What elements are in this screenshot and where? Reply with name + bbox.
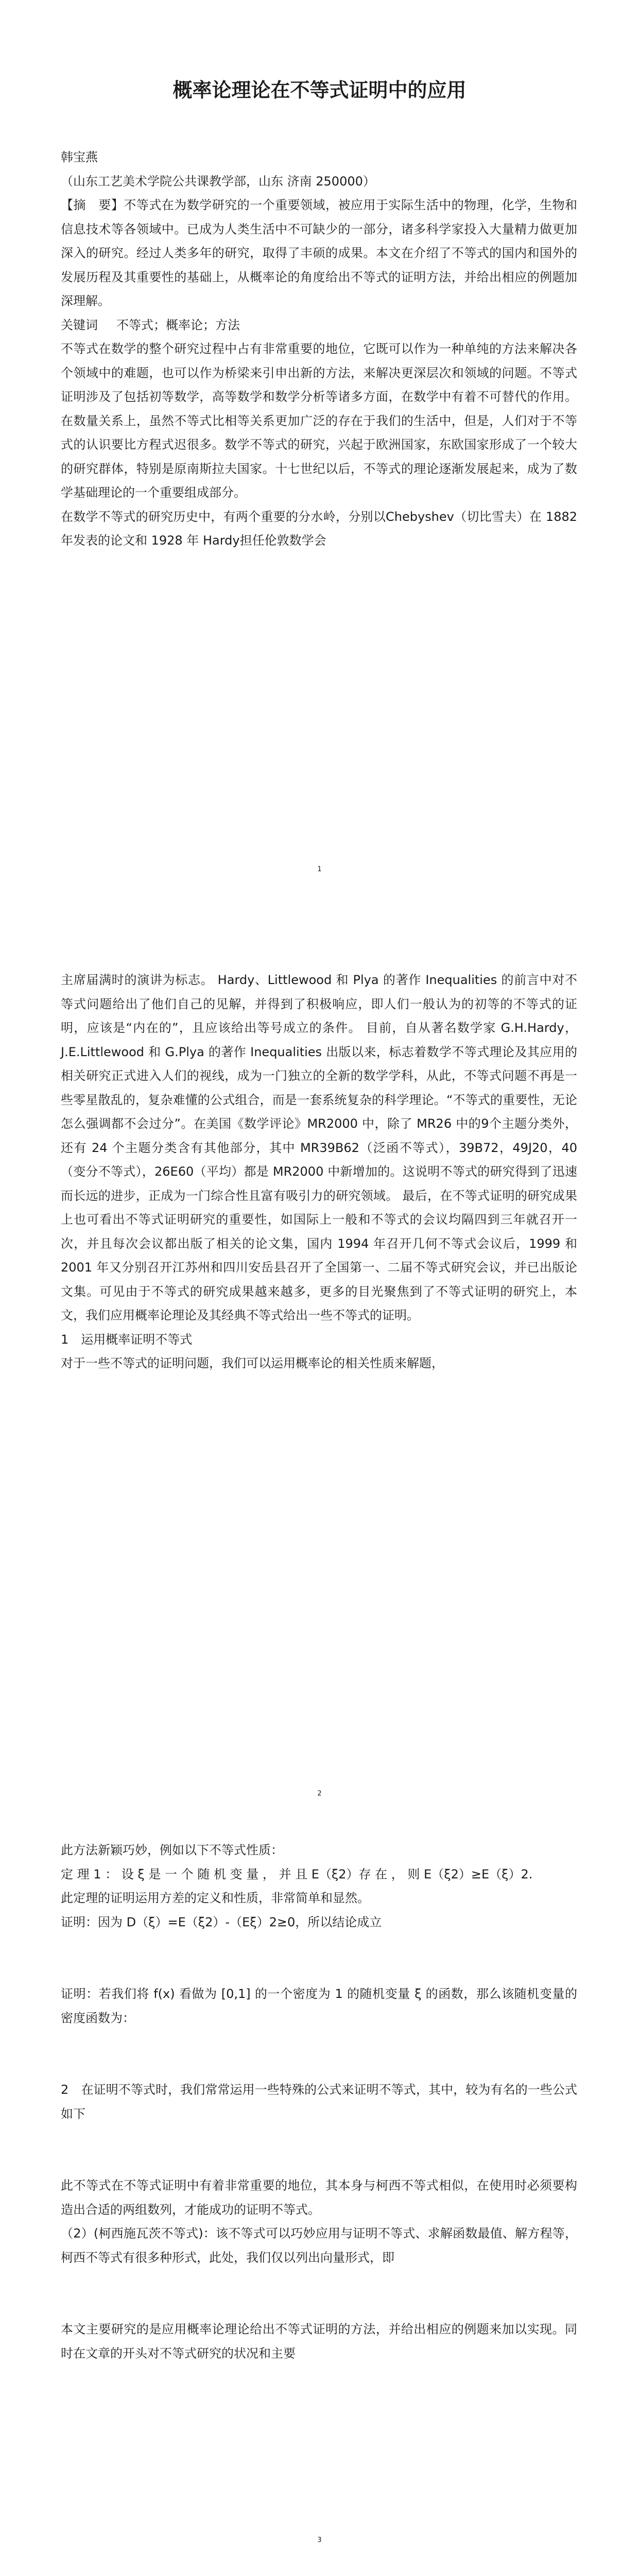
theorem-note: 此定理的证明运用方差的定义和性质，非常简单和显然。	[61, 1891, 370, 1905]
page-number-2: 2	[317, 1790, 322, 1798]
keywords-text: 不等式；概率论；方法	[116, 317, 240, 332]
intro-paragraph-2: 在数学不等式的研究历史中，有两个重要的分水岭，分别以Chebyshev（切比雪夫）在 1882 年发表的论文和 1928 年 Hardy担任伦敦数学会	[61, 509, 577, 548]
page-1	[0, 0, 639, 904]
abstract-label: 【摘 要】	[61, 198, 124, 212]
example-proof: 证明：若我们将 f(x) 看做为 [0,1] 的一个密度为 1 的随机变量 ξ 的函数，那么该随机变量的密度函数为：	[61, 1987, 577, 2025]
inequality-note: 此不等式在不等式证明中有着非常重要的地位，其本身与柯西不等式相似，在使用时必须要构造出合适的两组数列，才能成功的证明不等式。	[61, 2178, 577, 2217]
theorem-proof: 证明：因为 D（ξ）=E（ξ2）-（Eξ）2≥0，所以结论成立	[61, 1914, 382, 1929]
history-paragraph: 主席届满时的演讲为标志。 Hardy、Littlewood 和 Plya 的著作 Inequalities 的前言中对不等式问题给出了他们自己的见解，并得到了积极响应，即人们一般认为的初等的不等式的证明，应该是“内在的”，且应该给出等号成立的条件。 目前，自从著名数学家 G.H.Hardy，J.E.Littlewood 和 G.Plya 的著作 Inequalities 出版以来，标志着数学不等式理论及其应用的相关研究正式进入人们的视线，成为一门独立的全新的数学学科，从此，不等式问题不再是一些零星散乱的，复杂难懂的公式组合，而是一套系统复杂的科学理论。“不等式的重要性，无论怎么强调都不会过分”。在美国《数学评论》MR2000 中，除了 MR26 中的9个主题分类外，还有 24 个主题分类含有其他部分，其中 MR39B62（泛函不等式），39B72，49J20，40（变分不等式），26E60（平均）都是 MR2000 中新增加的。这说明不等式的研究得到了迅速而长远的进步，正成为一门综合性且富有吸引力的研究领域。 最后，在不等式证明的研究成果上也可看出不等式证明研究的重要性，如国际上一般和不等式的会议均隔四到三年就召开一次，并且每次会议都出版了相关的论文集，国内 1994 年召开几何不等式会议后，1999 和 2001 年又分别召开江苏州和四川安岳县召开了全国第一、二届不等式研究会议，并已出版论文集。可见由于不等式的研究成果越来越多，更多的目光聚焦到了不等式证明的研究上，本文，我们应用概率论理论及其经典不等式给出一些不等式的证明。	[61, 973, 577, 1323]
abstract	[61, 193, 577, 313]
page-3	[0, 1807, 639, 2576]
intro-paragraph-1: 不等式在数学的整个研究过程中占有非常重要的地位，它既可以作为一种单纯的方法来解决各个领域中的难题，也可以作为桥梁来引申出新的方法，来解决更深层次和领域的问题。不等式证明涉及了包括初等数学，高等数学和数学分析等诸多方面，在数学中有着不可替代的作用。在数量关系上，虽然不等式比相等关系更加广泛的存在于我们的生活中，但是，人们对于不等式的认识要比方程式迟很多。数学不等式的研究，兴起于欧洲国家，东欧国家形成了一个较大的研究群体，特别是原南斯拉夫国家。十七世纪以后，不等式的理论逐渐发展起来，成为了数学基础理论的一个重要组成部分。	[61, 342, 577, 500]
section-1-intro: 对于一些不等式的证明问题，我们可以运用概率论的相关性质来解题，	[61, 1356, 444, 1370]
page-number-1: 1	[317, 866, 322, 873]
keywords-label: 关键词	[61, 317, 98, 332]
abstract-text: 不等式在为数学研究的一个重要领域，被应用于实际生活中的物理，化学，生物和信息技术等各领域中。已成为人类生活中不可缺少的一部分，诸多科学家投入大量精力做更加深入的研究。经过人类多年的研究，取得了丰硕的成果。本文在介绍了不等式的国内和国外的发展历程及其重要性的基础上，从概率论的角度给出不等式的证明方法，并给出相应的例题加深理解。	[61, 198, 577, 308]
page-2-body	[61, 968, 577, 1376]
conclusion-paragraph: 本文主要研究的是应用概率论理论给出不等式证明的方法，并给出相应的例题来加以实现。同时在文章的开头对不等式研究的状况和主要	[61, 2322, 577, 2361]
page-3-body	[61, 1838, 577, 2365]
page-1-body	[61, 145, 577, 553]
paper-title: 概率论理论在不等式证明中的应用	[172, 78, 467, 101]
method-intro: 此方法新颖巧妙，例如以下不等式性质：	[61, 1843, 283, 1857]
section-1-heading: 1 运用概率证明不等式	[61, 1332, 193, 1347]
keywords	[61, 313, 577, 337]
page-number-3: 3	[317, 2536, 322, 2544]
author: 韩宝燕	[61, 150, 98, 164]
theorem-1: 定 理 1 ： 设 ξ 是 一 个 随 机 变 量 ， 并 且 E（ξ2）存 在 ， 则 E（ξ2）≥E（ξ）2.	[61, 1867, 533, 1882]
section-2-heading: 2 在证明不等式时，我们常常运用一些特殊的公式来证明不等式，其中，较为有名的一些公式如下	[61, 2082, 577, 2121]
affiliation: （山东工艺美术学院公共课教学部，山东 济南 250000）	[61, 174, 375, 189]
cauchy-schwarz-paragraph: （2）(柯西施瓦茨不等式)：该不等式可以巧妙应用与证明不等式、求解函数最值、解方程等，柯西不等式有很多种形式，此处，我们仅以列出向量形式，即	[61, 2226, 577, 2265]
page-2	[0, 904, 639, 1807]
